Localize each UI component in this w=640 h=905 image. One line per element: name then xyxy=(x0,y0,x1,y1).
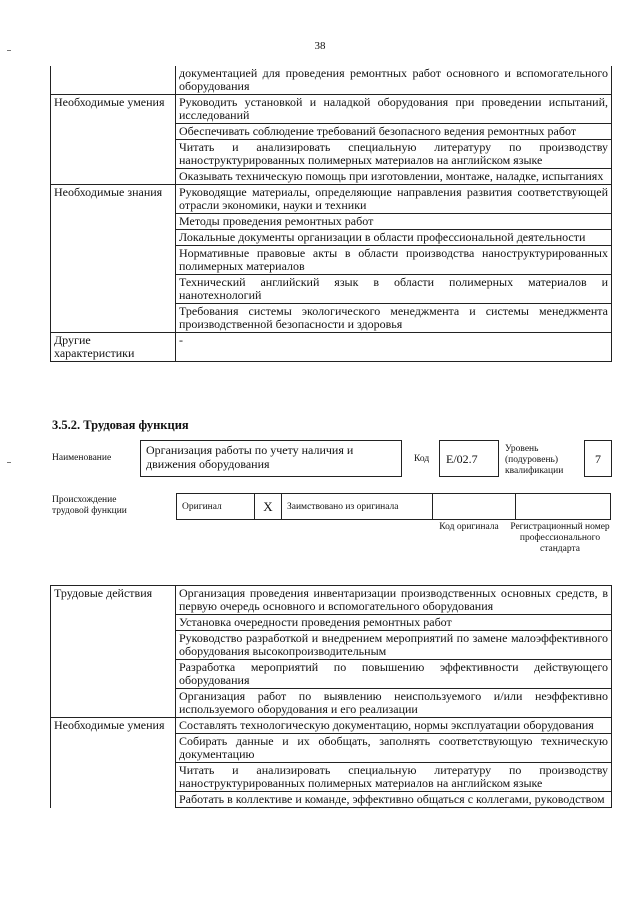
table-row xyxy=(51,333,612,362)
table-row xyxy=(51,586,612,615)
row-label: Необходимые умения xyxy=(51,718,176,808)
reg-number-cell xyxy=(516,494,611,520)
code-box xyxy=(439,440,499,477)
reg-number-caption: Регистрационный номер профессионального стандарта xyxy=(510,522,610,554)
code-original-caption: Код оригинала xyxy=(439,522,499,532)
level-label: Уровень (подуровень) квалификации xyxy=(505,444,564,476)
margin-mark xyxy=(7,462,11,463)
borrowed-label: Заимствовано из оригинала xyxy=(282,494,433,520)
row-label: Трудовые действия xyxy=(51,586,176,718)
row-value: Технический английский язык в области полимерных материалов и нанотехнологий xyxy=(176,275,612,304)
row-value: Локальные документы организации в области профессиональной деятельности xyxy=(176,230,612,246)
row-value: Составлять технологическую документацию, нормы эксплуатации оборудования xyxy=(176,718,612,734)
row-value: Собирать данные и их обобщать, заполнять соответствующую техническую документацию xyxy=(176,734,612,763)
row-value: Обеспечивать соблюдение требований безопасного ведения ремонтных работ xyxy=(176,124,612,140)
row-value: Руководить установкой и наладкой оборудования при проведении испытаний, исследований xyxy=(176,95,612,124)
name-label: Наименование xyxy=(52,453,112,463)
table-row xyxy=(51,95,612,124)
level-box xyxy=(584,440,612,477)
table-row xyxy=(177,494,611,520)
bottom-table xyxy=(50,585,612,808)
table-row xyxy=(51,185,612,214)
name-value: Организация работы по учету наличия и движения оборудования xyxy=(146,443,354,471)
row-value: Методы проведения ремонтных работ xyxy=(176,214,612,230)
origin-table xyxy=(176,493,611,520)
original-label: Оригинал xyxy=(177,494,255,520)
row-value: Организация проведения инвентаризации производственных основных средств, в первую очередь основного и вспомогательного оборудования xyxy=(176,586,612,615)
table-row xyxy=(51,66,612,95)
page-number: 38 xyxy=(314,40,326,52)
row-value: Установка очередности проведения ремонтных работ xyxy=(176,615,612,631)
name-box xyxy=(140,440,402,477)
row-value: документацией для проведения ремонтных работ основного и вспомогательного оборудования xyxy=(176,66,612,95)
top-table xyxy=(50,66,612,362)
code-original-cell xyxy=(433,494,516,520)
row-value: Читать и анализировать специальную литературу по производству наноструктурированных полимерных материалов на английском языке xyxy=(176,140,612,169)
table-row xyxy=(51,718,612,734)
row-label xyxy=(51,66,176,95)
row-value: Руководство разработкой и внедрением мероприятий по замене малоэффективного оборудования высокопроизводительным xyxy=(176,631,612,660)
level-value: 7 xyxy=(595,452,601,466)
row-value: Читать и анализировать специальную литературу по производству наноструктурированных полимерных материалов на английском языке xyxy=(176,763,612,792)
origin-label: Происхождение трудовой функции xyxy=(52,495,127,516)
code-value: E/02.7 xyxy=(446,452,478,466)
row-label: Необходимые знания xyxy=(51,185,176,333)
row-value: Работать в коллективе и команде, эффективно общаться с коллегами, руководством xyxy=(176,792,612,808)
row-label: Необходимые умения xyxy=(51,95,176,185)
code-label: Код xyxy=(414,454,430,464)
section-title: 3.5.2. Трудовая функция xyxy=(52,418,189,432)
row-value: Разработка мероприятий по повышению эффективности действующего оборудования xyxy=(176,660,612,689)
row-value: Нормативные правовые акты в области производства наноструктурированных полимерных материалов xyxy=(176,246,612,275)
row-value: Организация работ по выявлению неиспользуемого и/или неэффективно используемого оборудования и его реализации xyxy=(176,689,612,718)
row-value: Оказывать техническую помощь при изготовлении, монтаже, наладке, испытаниях xyxy=(176,169,612,185)
row-value: Требования системы экологического менеджмента и системы менеджмента производственной безопасности и здоровья xyxy=(176,304,612,333)
row-value: - xyxy=(176,333,612,362)
original-mark: X xyxy=(255,494,282,520)
row-label: Другие характеристики xyxy=(51,333,176,362)
row-value: Руководящие материалы, определяющие направления развития соответствующей отрасли экономики, науки и техники xyxy=(176,185,612,214)
